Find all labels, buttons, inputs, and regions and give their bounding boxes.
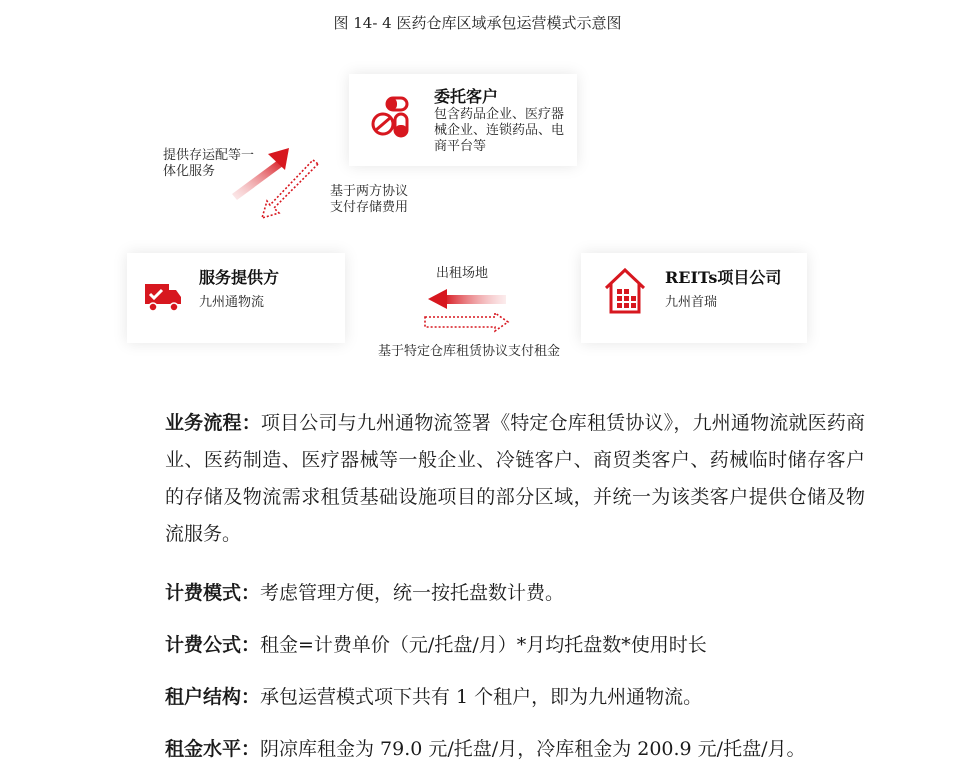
note-lease: 出租场地: [436, 266, 489, 281]
reits-title: REITs项目公司: [665, 268, 782, 287]
fee-formula-text: 租金=计费单价（元/托盘/月）*月均托盘数*使用时长: [260, 634, 707, 656]
provider-title: 服务提供方: [199, 268, 280, 287]
rent-arrow: [425, 313, 508, 331]
flow-paragraph: [127, 405, 865, 553]
client-title: 委托客户: [434, 87, 499, 106]
provider-desc: 九州通物流: [199, 295, 265, 310]
note-payment: 基于两方协议支付存储费用: [330, 184, 409, 215]
rent-paragraph: [127, 731, 865, 768]
tenant-text: 承包运营模式项下共有 1 个租户，即为九州通物流。: [260, 686, 703, 708]
lease-arrow: [428, 289, 506, 309]
client-desc: 包含药品企业、医疗器械企业、连锁药品、电商平台等: [434, 107, 565, 154]
figure-caption: 图 14- 4 医药仓库区域承包运营模式示意图: [333, 14, 622, 32]
rent-label: 租金水平：: [165, 738, 261, 760]
fee-formula-label: 计费公式：: [165, 634, 261, 656]
fee-mode-paragraph: [127, 575, 865, 612]
fee-formula-paragraph: [127, 627, 865, 664]
tenant-paragraph: [127, 679, 865, 716]
fee-mode-label: 计费模式：: [165, 582, 261, 604]
tenant-label: 租户结构：: [165, 686, 261, 708]
fee-mode-text: 考虑管理方便，统一按托盘数计费。: [260, 582, 565, 604]
flow-label: 业务流程：: [165, 412, 261, 434]
note-service: 提供存运配等一体化服务: [163, 148, 255, 179]
flow-text: 项目公司与九州通物流签署《特定仓库租赁协议》，九州通物流就医药商业、医药制造、医疗器械等一般企业、冷链客户、商贸类客户、药械临时储存客户的存储及物流需求租赁基础设施项目的部分区域，并统一为该类客户提供仓储及物流服务。: [165, 412, 865, 545]
rent-text: 阴凉库租金为 79.0 元/托盘/月，冷库租金为 200.9 元/托盘/月。: [260, 738, 806, 760]
reits-desc: 九州首瑞: [665, 295, 718, 310]
note-rent: 基于特定仓库租赁协议支付租金: [378, 344, 561, 359]
